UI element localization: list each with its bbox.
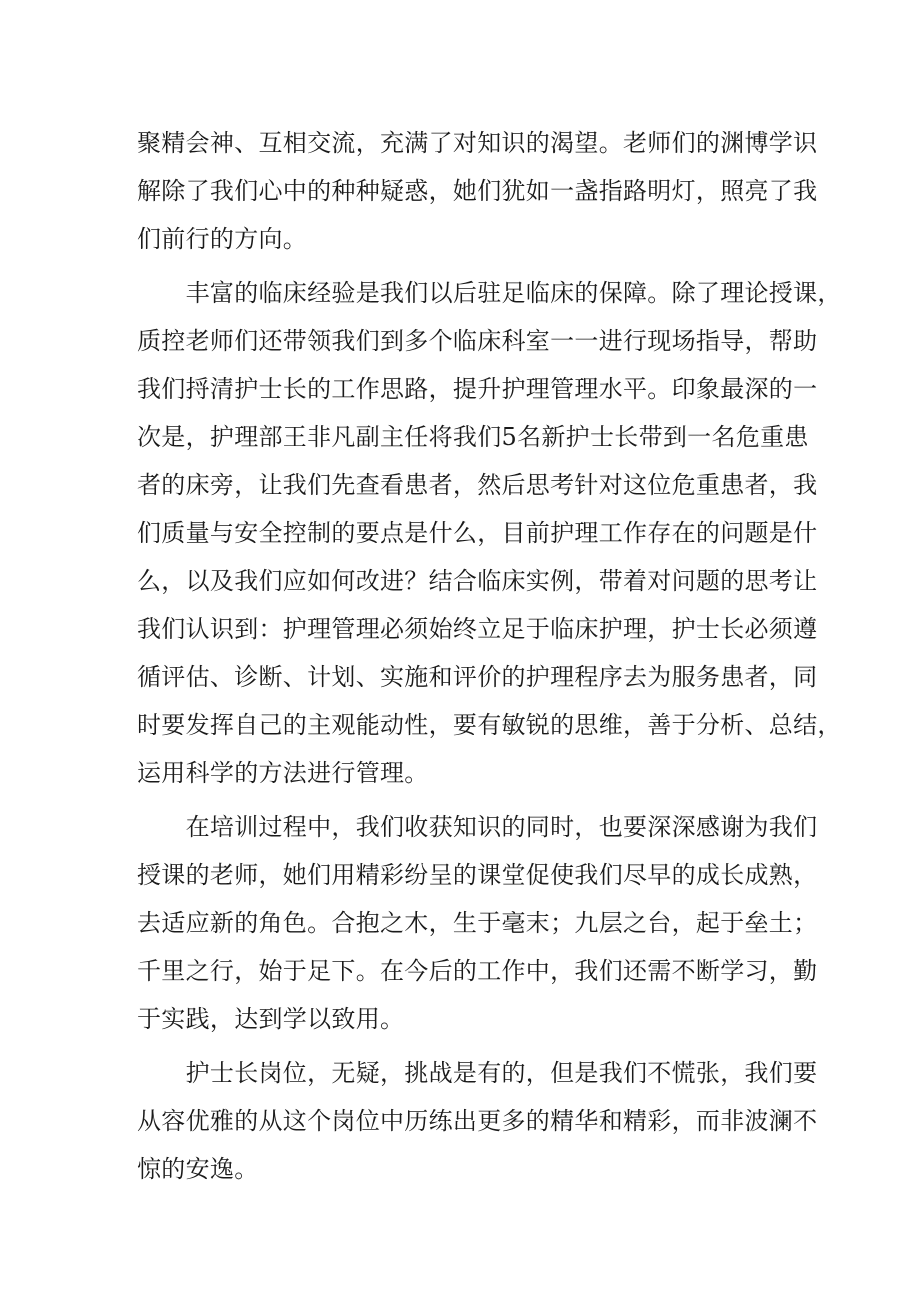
text-line: 我们认识到：护理管理必须始终立足于临床护理，护士长必须遵 <box>137 615 818 643</box>
text-line: 质控老师们还带领我们到多个临床科室一一进行现场指导，帮助 <box>137 327 818 355</box>
paragraph-3 <box>137 803 818 1043</box>
text-line: 我们捋清护士长的工作思路，提升护理管理水平。印象最深的一 <box>137 375 818 403</box>
text-line: 时要发挥自己的主观能动性，要有敏锐的思维，善于分析、总结， <box>137 711 842 739</box>
text-line: 授课的老师，她们用精彩纷呈的课堂促使我们尽早的成长成熟， <box>137 861 818 889</box>
text-line: 去适应新的角色。合抱之木，生于毫末；九层之台，起于垒土； <box>137 909 818 937</box>
text-line: 解除了我们心中的种种疑惑，她们犹如一盏指路明灯，照亮了我 <box>137 177 818 205</box>
paragraph-1 <box>137 119 818 263</box>
text-line: 们质量与安全控制的要点是什么，目前护理工作存在的问题是什 <box>137 519 818 547</box>
text-line: 运用科学的方法进行管理。 <box>137 759 429 787</box>
text-line: 丰富的临床经验是我们以后驻足临床的保障。除了理论授课， <box>137 279 842 307</box>
text-line: 们前行的方向。 <box>137 225 308 253</box>
text-line: 么，以及我们应如何改进？结合临床实例，带着对问题的思考让 <box>137 567 818 595</box>
paragraph-2 <box>137 269 842 797</box>
text-line: 从容优雅的从这个岗位中历练出更多的精华和精彩，而非波澜不 <box>137 1107 818 1135</box>
text-line: 者的床旁，让我们先查看患者，然后思考针对这位危重患者，我 <box>137 471 818 499</box>
text-line: 千里之行，始于足下。在今后的工作中，我们还需不断学习，勤 <box>137 957 818 985</box>
text-line: 在培训过程中，我们收获知识的同时，也要深深感谢为我们 <box>137 813 818 841</box>
text-line: 次是，护理部王非凡副主任将我们5名新护士长带到一名危重患 <box>137 423 809 451</box>
document-body <box>137 119 842 1193</box>
paragraph-4 <box>137 1049 818 1193</box>
text-line: 循评估、诊断、计划、实施和评价的护理程序去为服务患者，同 <box>137 663 818 691</box>
text-line: 惊的安逸。 <box>137 1155 259 1183</box>
text-line: 于实践，达到学以致用。 <box>137 1005 405 1033</box>
text-line: 护士长岗位，无疑，挑战是有的，但是我们不慌张，我们要 <box>137 1059 818 1087</box>
text-line: 聚精会神、互相交流，充满了对知识的渴望。老师们的渊博学识 <box>137 129 818 157</box>
